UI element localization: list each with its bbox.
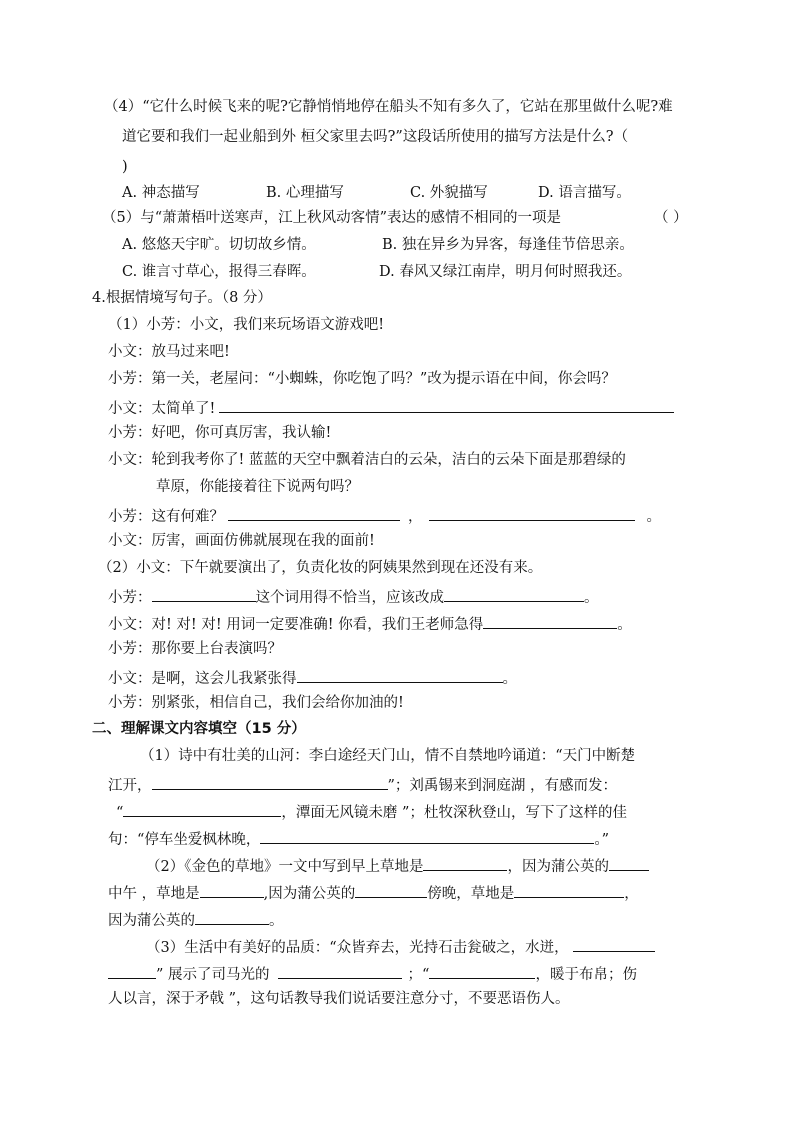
dialog2-line3 — [108, 612, 632, 635]
answer-blank[interactable] — [152, 585, 256, 602]
item1-line4-text: 句：“停车坐爱枫林晚， — [108, 832, 261, 848]
dialog2-line5-text: 小文：是啊，这会儿我紧张得 — [108, 671, 297, 687]
q4-option-b: B. 心理描写 — [266, 185, 344, 201]
q5-option-b: B. 独在异乡为异客，每逢佳节倍思亲。 — [382, 237, 634, 253]
q4-line3: ) — [122, 159, 128, 175]
item3-line1-text: （3）生活中有美好的品质：“众皆弃去，光持石击瓮破之，水迸， — [146, 940, 569, 956]
dialog2-line6: 小芳：别紧张，相信自己，我们会给你加油的! — [108, 695, 404, 711]
answer-blank[interactable] — [423, 854, 507, 871]
period: 。 — [502, 671, 517, 687]
item2-line3-end: 。 — [269, 913, 284, 929]
q5-option-d: D. 春风又绿江南岸，明月何时照我还。 — [379, 264, 632, 280]
dialog1-line7: 草原，你能接着往下说两句吗？ — [156, 479, 359, 495]
answer-blank[interactable] — [609, 854, 649, 871]
dialog1-line4 — [108, 396, 674, 419]
item2-line2-text3: 傍晚，草地是 — [427, 886, 515, 902]
item3-line2-text2: ；“ — [407, 967, 430, 983]
item3-line3: 人以言，深于矛戟 ”，这句话教导我们说话要注意分寸，不要恶语伤人。 — [108, 991, 570, 1007]
dialog2-line2-prefix: 小芳： — [108, 590, 152, 606]
q4-line2: 道它要和我们一起业船到外 桓父家里去吗?”这段话所使用的描写方法是什么?（ — [122, 129, 629, 145]
q4-line1: （4）“它什么时候飞来的呢?它静悄悄地停在船头不知有多久了，它站在那里做什么呢?难 — [104, 99, 673, 115]
answer-blank[interactable] — [219, 396, 674, 413]
item2-line2-text: 中午 ，草地是 — [108, 886, 200, 902]
q5-answer-paren: （ ） — [654, 210, 688, 226]
period: 。 — [584, 590, 599, 606]
dialog2-line3-text: 小文：对! 对! 对! 用词一定要准确! 你看，我们王老师急得 — [108, 617, 484, 633]
dialog1-line8 — [108, 504, 661, 527]
dialog2-line1: （2）小文：下午就要演出了，负责化妆的阿姨果然到现在还没有来。 — [98, 560, 543, 576]
q5-option-a: A. 悠悠天宇旷。切切故乡情。 — [122, 237, 316, 253]
item3-line1 — [146, 935, 655, 958]
item3-line2-text: ” 展示了司马光的 — [156, 967, 270, 983]
q5-option-c: C. 谁言寸草心，报得三春晖。 — [122, 264, 316, 280]
item2-line1-text2: ，因为蒲公英的 — [507, 859, 609, 875]
item1-line3 — [116, 800, 627, 823]
answer-blank[interactable] — [200, 881, 264, 898]
dialog2-line2-text: 这个词用得不恰当，应该改成 — [255, 590, 444, 606]
section4-title: 4.根据情境写句子。（8 分） — [92, 290, 272, 306]
q4-option-d: D. 语言描写。 — [538, 185, 631, 201]
answer-blank[interactable] — [260, 827, 594, 844]
dialog2-line2 — [108, 585, 599, 608]
answer-blank[interactable] — [483, 612, 617, 629]
answer-blank[interactable] — [444, 585, 584, 602]
answer-blank[interactable] — [514, 881, 624, 898]
item1-line4 — [108, 827, 609, 850]
answer-blank[interactable] — [278, 962, 402, 979]
dialog1-line2: 小文：放马过来吧! — [108, 344, 230, 360]
item2-line3 — [108, 908, 284, 931]
item1-line3-text: ，潭面无风镜未磨 ”；杜牧深秋登山，写下了这样的佳 — [281, 805, 627, 821]
answer-blank[interactable] — [429, 504, 635, 521]
dialog1-line4-text: 小文：太简单了! — [108, 401, 216, 417]
dialog1-line5: 小芳：好吧，你可真厉害，我认输! — [108, 425, 332, 441]
dialog2-line5 — [108, 666, 517, 689]
answer-blank[interactable] — [228, 504, 400, 521]
answer-blank[interactable] — [355, 881, 427, 898]
item1-line1: （1）诗中有壮美的山河：李白途经天门山，情不自禁地吟诵道：“天门中断楚 — [140, 748, 636, 764]
period: 。 — [646, 509, 661, 525]
item2-line3-text: 因为蒲公英的 — [108, 913, 195, 929]
answer-blank[interactable] — [573, 935, 655, 952]
period: 。 — [617, 617, 632, 633]
dialog1-line3: 小芳：第一关，老屋问：“小蜘蛛，你吃饱了吗？”改为提示语在中间，你会吗？ — [108, 371, 616, 387]
item1-line2 — [108, 773, 617, 796]
item1-line4-end: 。” — [594, 832, 610, 848]
answer-blank[interactable] — [297, 666, 503, 683]
q4-option-a: A. 神态描写 — [122, 185, 200, 201]
item3-line2 — [108, 962, 637, 985]
dialog2-line4: 小芳：那你要上台表演吗？ — [108, 641, 282, 657]
item2-line1-text: （2）《金色的草地》一文中写到早上草地是 — [146, 859, 424, 875]
item2-line2-text2: ,因为蒲公英的 — [263, 886, 356, 902]
item2-line2 — [108, 881, 639, 904]
item3-line2-text3: ，暖于布帛；伤 — [535, 967, 637, 983]
item2-line2-end: ， — [624, 886, 639, 902]
comma: ， — [408, 509, 423, 525]
dialog1-line1: （1）小芳：小文，我们来玩场语文游戏吧! — [108, 317, 385, 333]
dialog1-line8-text: 小芳：这有何难？ — [108, 509, 224, 525]
q4-option-c: C. 外貌描写 — [410, 185, 488, 201]
section2-title: 二、理解课文内容填空（15 分） — [92, 721, 306, 737]
dialog1-line9: 小文：厉害，画面仿佛就展现在我的面前! — [108, 533, 375, 549]
answer-blank[interactable] — [123, 800, 281, 817]
answer-blank[interactable] — [195, 908, 269, 925]
item1-line3-quote: “ — [116, 805, 124, 821]
q5-stem: （5）与“萧萧梧叶送寒声，江上秋风动客情”表达的感情不相同的一项是 — [102, 210, 562, 226]
item1-line2-text: ”；刘禹锡来到洞庭湖 ，有感而发： — [387, 778, 618, 794]
answer-blank[interactable] — [108, 962, 156, 979]
item1-line2-prefix: 江开， — [108, 778, 152, 794]
answer-blank[interactable] — [152, 773, 388, 790]
dialog1-line6: 小文：轮到我考你了! 蓝蓝的天空中飘着洁白的云朵，洁白的云朵下面是那碧绿的 — [108, 452, 626, 468]
item2-line1 — [146, 854, 649, 877]
answer-blank[interactable] — [429, 962, 535, 979]
